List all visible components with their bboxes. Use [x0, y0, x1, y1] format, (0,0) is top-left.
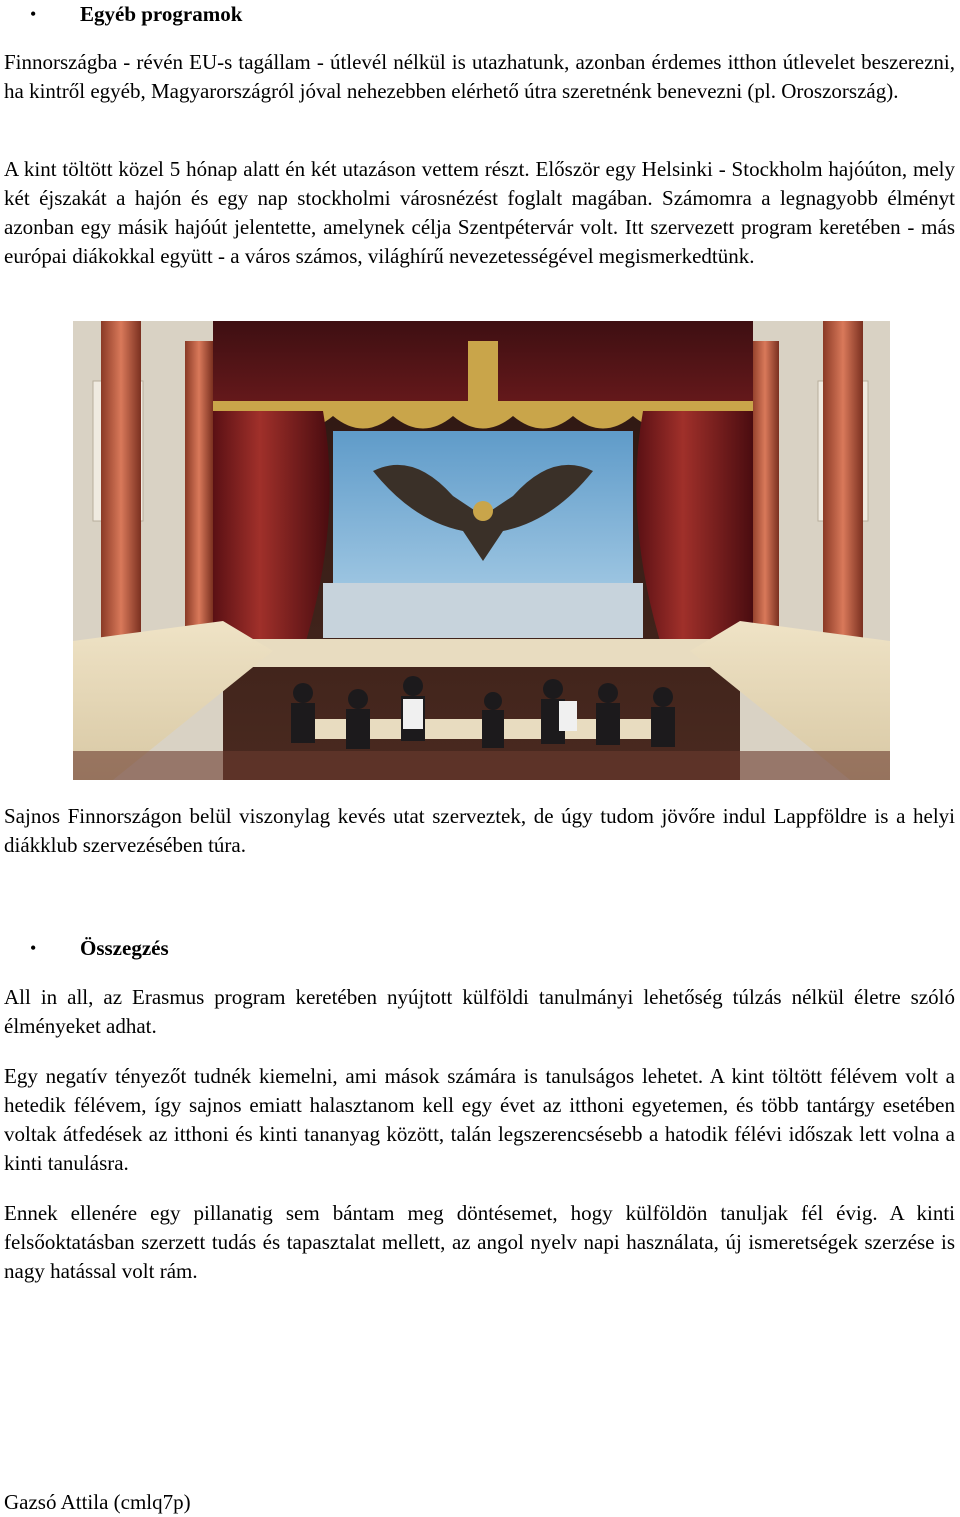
paragraph-passport: Finnországba - révén EU-s tagállam - útlevél nélkül is utazhatunk, azonban érdemes itthon útlevelet beszerezni, ha kintről egyéb, Magyarországról jóval nehezebben elérhető útra szeretnénk benevezni (pl. Oroszország). [4, 50, 955, 103]
paragraph-summary-intro: All in all, az Erasmus program keretében nyújtott külföldi tanulmányi lehetőség túlzás nélkül életre szóló élményeket adhat. [4, 985, 955, 1038]
section-title: Összegzés [80, 936, 169, 960]
paragraph-no-regrets: Ennek ellenére egy pillanatig sem bántam meg döntésemet, hogy külföldön tanuljak fél évig. A kinti felsőoktatásban szerzett tudás és tapasztalat mellett, az angol nyelv napi használata, új ismeretségek szerzése is nagy hatással volt rám. [4, 1201, 955, 1283]
paragraph-lapland: Sajnos Finnországon belül viszonylag kevés utat szerveztek, de úgy tudom jövőre indul Lappföldre is a helyi diákklub szervezésében túra. [4, 804, 955, 857]
theatre-stage-photo [73, 321, 890, 780]
bullet-icon: • [30, 938, 37, 958]
section-title: Egyéb programok [80, 2, 243, 26]
theatre-stage-illustration [73, 321, 890, 780]
paragraph-trips: A kint töltött közel 5 hónap alatt én két utazáson vettem részt. Először egy Helsinki - Stockholm hajóúton, mely két éjszakát a hajón és egy nap stockholmi városnézést foglalt magában. Számomra a legnagyobb élményt azonban egy másik hajóút jelentette, amelynek célja Szentpétervár volt. Itt szervezett program keretében - más európai diákokkal együtt - a város számos, világhírű nevezetességével megismerkedtünk. [4, 157, 955, 268]
paragraph-negative-factor: Egy negatív tényezőt tudnék kiemelni, ami mások számára is tanulságos lehetet. A kint töltött félévem volt a hetedik félévem, így sajnos emiatt halasztanom kell egy évet az itthoni egyetemen, és több tantárgy esetében voltak átfedések az itthoni és kinti tananyag között, talán legszerencsésebb a hatodik félévi időszak lett volna a kinti tanulásra. [4, 1064, 955, 1175]
bullet-icon: • [30, 4, 37, 24]
footer-author: Gazsó Attila (cmlq7p) [4, 1490, 191, 1514]
